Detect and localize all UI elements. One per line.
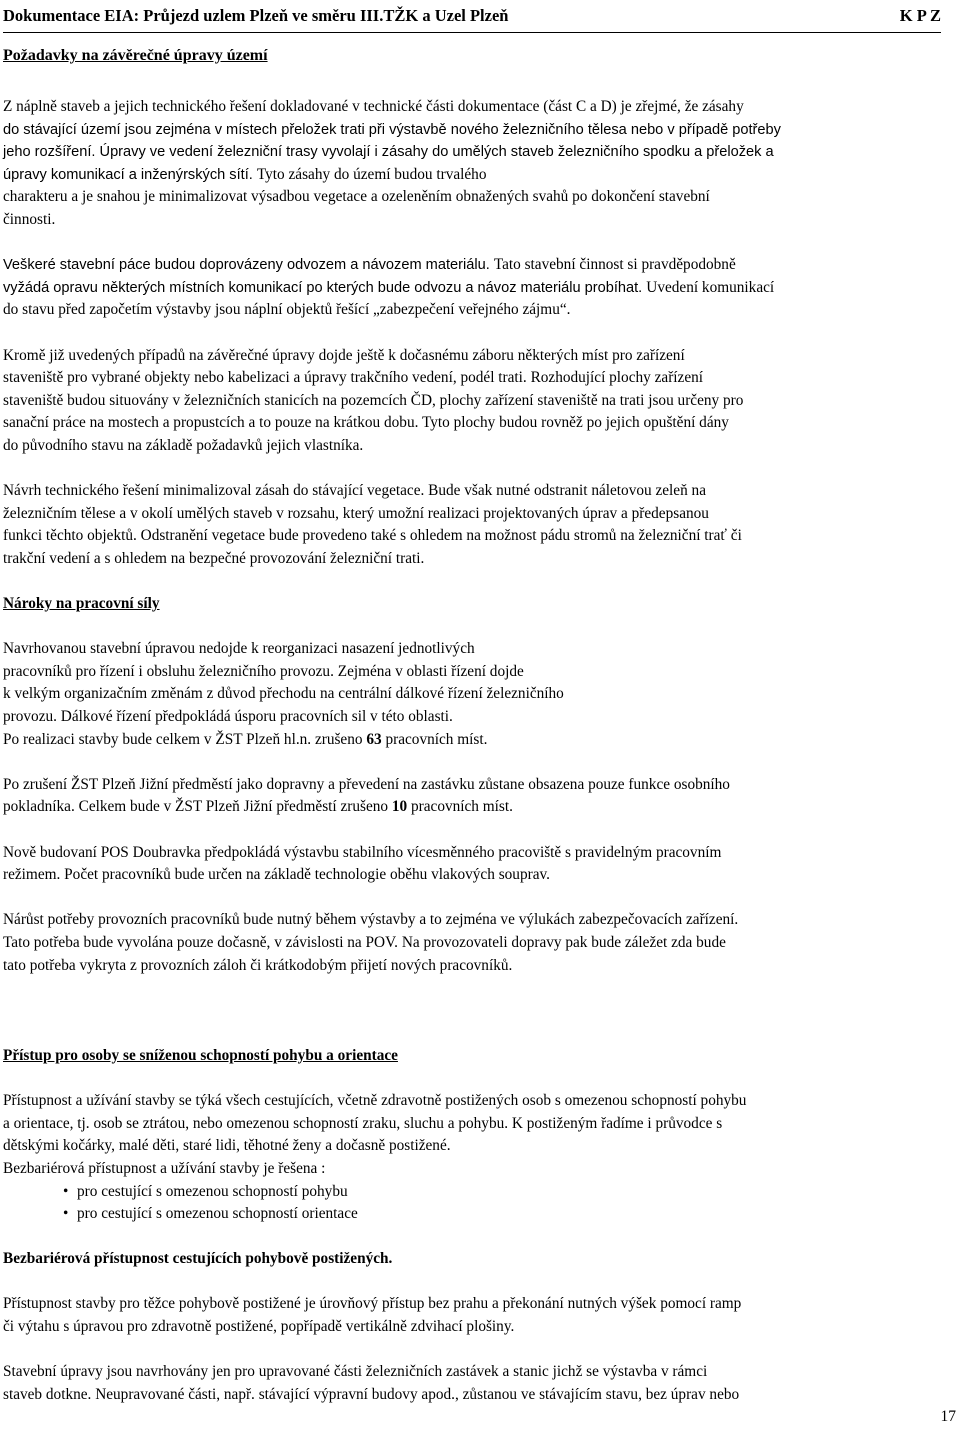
list-item: • pro cestující s omezenou schopností pohybu	[3, 1181, 955, 1204]
paragraph-labor-3	[3, 842, 955, 887]
text-line: Bezbariérová přístupnost a užívání stavby je řešena :	[3, 1159, 326, 1177]
text-line: vyžádá opravu některých místních komunikací po kterých bude odvozu a návoz materiálu probíhat. Uvedení komunikací	[3, 278, 775, 296]
text-line: staveniště pro vybrané objekty nebo kabelizaci a úpravy trakčního vedení, podél trati. Rozhodující plochy zařízení	[3, 369, 704, 387]
paragraph-1	[3, 96, 955, 232]
document-title: Dokumentace EIA: Průjezd uzlem Plzeň ve směru III.TŽK a Uzel Plzeň	[3, 6, 509, 25]
text-line: charakteru a je snahou je minimalizovat výsadbou vegetace a ozeleněním obnažených svahů po dokončení stavební	[3, 188, 710, 206]
text-line: sanační práce na mostech a propustcích a to pouze na krátkou dobu. Tyto plochy budou rovněž po jejich opuštění dány	[3, 414, 729, 432]
text-line: tato potřeba vykryta z provozních záloh či krátkodobým přijetí nových pracovníků.	[3, 956, 513, 974]
text-line: Po zrušení ŽST Plzeň Jižní předměstí jako dopravny a převedení na zastávku zůstane obsazena pouze funkce osobního	[3, 775, 730, 793]
text-line: Tato potřeba bude vyvolána pouze dočasně, v závislosti na POV. Na provozovateli dopravy pak bude záležet zda bude	[3, 933, 726, 951]
text-line: do původního stavu na základě požadavků jejich vlastníka.	[3, 436, 364, 454]
bullet-icon: •	[63, 1182, 69, 1200]
text-line: Veškeré stavební páce budou doprovázeny odvozem a návozem materiálu. Tato stavební činnost si pravděpodobně	[3, 256, 736, 274]
text-line: a orientace, tj. osob se ztrátou, nebo omezenou schopností zraku, sluchu a pohybu. K postiženým řadíme i průvodce s	[3, 1114, 723, 1132]
document-body	[3, 96, 955, 1406]
text-line: Nárůst potřeby provozních pracovníků bude nutný během výstavby a to zejména ve výlukách zabezpečovacích zařízení.	[3, 911, 739, 929]
paragraph-labor-4	[3, 909, 955, 977]
text-line: pokladníka. Celkem bude v ŽST Plzeň Jižní předměstí zrušeno 10 pracovních míst.	[3, 798, 513, 816]
text-line: Nově budovaní POS Doubravka předpokládá výstavbu stabilního vícesměnného pracoviště s pravidelným pracovním	[3, 843, 722, 861]
text-line: Po realizaci stavby bude celkem v ŽST Plzeň hl.n. zrušeno 63 pracovních míst.	[3, 730, 488, 748]
text-line: do stávající území jsou zejména v místech přeložek trati při výstavbě nového železničního tělesa nebo v případě potřeby	[3, 121, 781, 138]
text-line: činnosti.	[3, 210, 56, 228]
section-heading-labor: Nároky na pracovní síly	[3, 595, 160, 613]
text-line: do stavu před započetím výstavby jsou náplní objektů řešící „zabezpečení veřejného zájmu“.	[3, 301, 571, 319]
text-line: trakční vedení a s ohledem na bezpečné provozování železniční trati.	[3, 549, 425, 567]
text-line: Návrh technického řešení minimalizoval zásah do stávající vegetace. Bude však nutné odstranit náletovou zeleň na	[3, 482, 706, 500]
paragraph-accessibility	[3, 1090, 955, 1226]
text-line: pracovníků pro řízení i obsluhu železničního provozu. Zejména v oblasti řízení dojde	[3, 662, 524, 680]
text-line: Přístupnost a užívání stavby se týká všech cestujících, včetně zdravotně postižených osob s omezenou schopností pohybu	[3, 1092, 747, 1110]
paragraph-labor-2	[3, 774, 955, 819]
document-header	[3, 6, 941, 33]
text-line: funkci těchto objektů. Odstranění vegetace bude provedeno také s ohledem na možnost pádu stromů na železniční trať či	[3, 527, 742, 545]
text-line: staveniště budou situovány v železničních stanicích na pozemcích ČD, plochy zařízení staveniště na trati jsou určeny pro	[3, 391, 744, 409]
text-line: Přístupnost stavby pro těžce pohybově postižené je úrovňový přístup bez prahu a překonání nutných výšek pomocí ramp	[3, 1295, 742, 1313]
text-line: dětskými kočárky, malé děti, staré lidi, těhotné ženy a dočasně postižené.	[3, 1137, 451, 1155]
paragraph-labor-1	[3, 638, 955, 751]
page-number: 17	[940, 1408, 956, 1425]
text-line: režimem. Počet pracovníků bude určen na základě technologie oběhu vlakových souprav.	[3, 866, 550, 884]
text-line: jeho rozšíření. Úpravy ve vedení železniční trasy vyvolají i zásahy do umělých staveb železničního spodku a přeložek a	[3, 144, 774, 161]
paragraph-2	[3, 254, 955, 322]
text-line: železničním tělese a v okolí umělých staveb v rozsahu, který umožní realizaci projektovaných úprav a předepsanou	[3, 504, 709, 522]
list-item: • pro cestující s omezenou schopností orientace	[3, 1203, 955, 1226]
text-line: Navrhovanou stavební úpravou nedojde k reorganizaci nasazení jednotlivých	[3, 640, 475, 658]
text-line: k velkým organizačním změnám z důvod přechodu na centrální dálkové řízení železničního	[3, 685, 564, 703]
paragraph-4	[3, 480, 955, 570]
accessibility-list	[3, 1181, 955, 1226]
text-line: provozu. Dálkové řízení předpokládá úsporu pracovních sil v této oblasti.	[3, 708, 453, 726]
text-line: úpravy komunikací a inženýrských sítí. Tyto zásahy do území budou trvalého	[3, 165, 487, 183]
text-line: Stavební úpravy jsou navrhovány jen pro upravované části železničních zastávek a stanic jichž se výstavba v rámci	[3, 1363, 708, 1381]
section-heading-accessibility: Přístup pro osoby se sníženou schopností pohybu a orientace	[3, 1046, 398, 1064]
paragraph-mobility-1	[3, 1293, 955, 1338]
text-line: Kromě již uvedených případů na závěrečné úpravy dojde ještě k dočasnému záboru některých míst pro zařízení	[3, 346, 685, 364]
text-line: Z náplně staveb a jejich technického řešení dokladované v technické části dokumentace (část C a D) je zřejmé, že zásahy	[3, 98, 744, 115]
document-code: K P Z	[899, 6, 941, 25]
paragraph-3	[3, 345, 955, 458]
section-heading-mobility: Bezbariérová přístupnost cestujících pohybově postižených.	[3, 1250, 393, 1268]
text-line: staveb dotkne. Neupravované části, např. stávající výpravní budovy apod., zůstanou ve stávajícím stavu, bez úprav nebo	[3, 1385, 740, 1403]
paragraph-mobility-2	[3, 1361, 955, 1406]
section-title: Požadavky na závěrečné úpravy území	[3, 47, 268, 64]
text-line: či výtahu s úpravou pro zdravotně postižené, popřípadě vertikálně zdvihací plošiny.	[3, 1318, 515, 1336]
bullet-icon: •	[63, 1205, 69, 1223]
